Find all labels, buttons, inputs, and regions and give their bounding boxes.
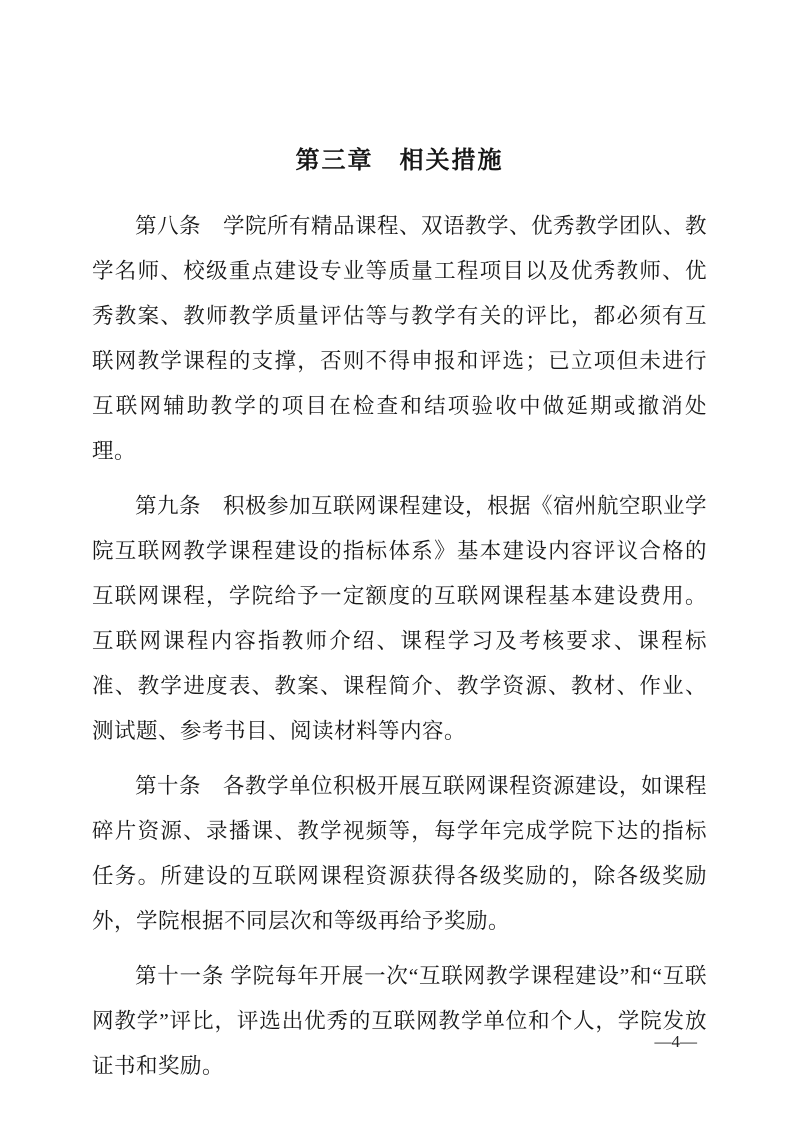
article-11-paragraph: 第十一条 学院每年开展一次“互联网教学课程建设”和“互联网教学”评比，评选出优秀的互联网教学单位和个人，学院发放证书和奖励。 xyxy=(92,964,707,1078)
page-number: —4— xyxy=(654,1032,697,1051)
article-8-paragraph: 第八条 学院所有精品课程、双语教学、优秀教学团队、教学名师、校级重点建设专业等质量工程项目以及优秀教师、优秀教案、教师教学质量评估等与教学有关的评比，都必须有互联网教学课程的支撑，否则不得申报和评选；已立项但未进行互联网辅助教学的项目在检查和结项验收中做延期或撤消处理。 xyxy=(92,214,708,463)
article-9-paragraph: 第九条 积极参加互联网课程建设，根据《宿州航空职业学院互联网教学课程建设的指标体系》基本建设内容评议合格的互联网课程，学院给予一定额度的互联网课程基本建设费用。互联网课程内容指教师介绍、课程学习及考核要求、课程标准、教学进度表、教案、课程简介、教学资源、教材、作业、测试题、参考书目、阅读材料等内容。 xyxy=(92,494,708,743)
chapter-title: 第三章 相关措施 xyxy=(295,148,504,174)
article-10-paragraph: 第十条 各教学单位积极开展互联网课程资源建设，如课程碎片资源、录播课、教学视频等，每学年完成学院下达的指标任务。所建设的互联网课程资源获得各级奖励的，除各级奖励外，学院根据不同层次和等级再给予奖励。 xyxy=(92,774,708,933)
